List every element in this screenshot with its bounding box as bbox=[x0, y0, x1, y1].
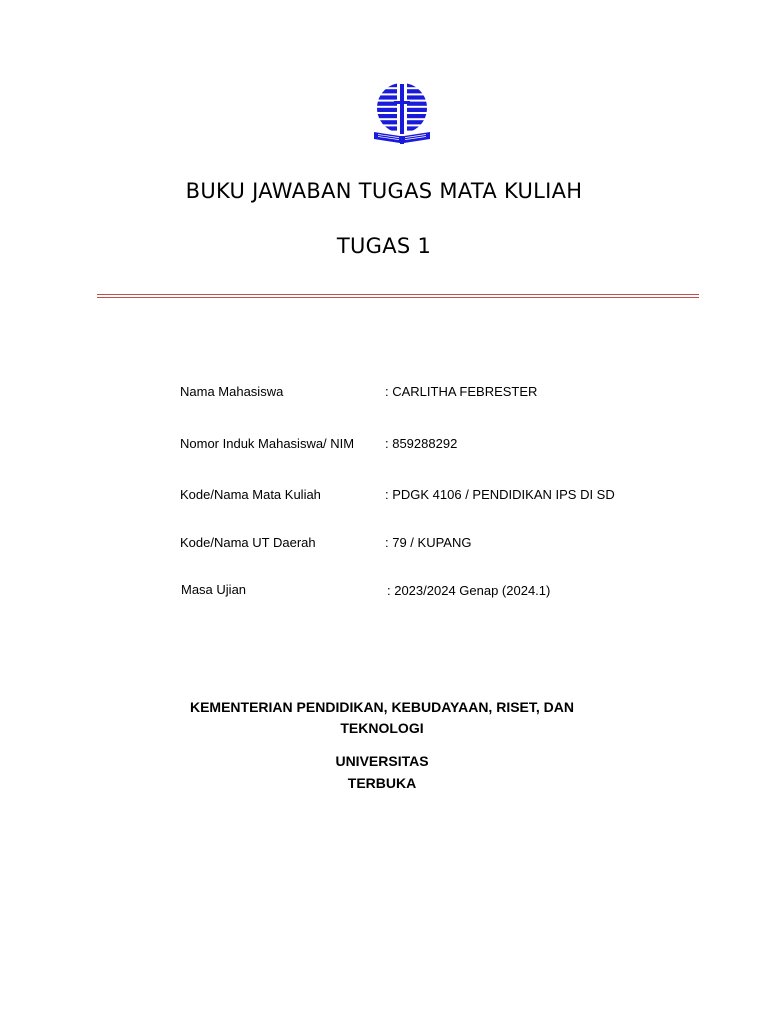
document-title: BUKU JAWABAN TUGAS MATA KULIAH bbox=[185, 179, 583, 203]
ministry-name: KEMENTERIAN PENDIDIKAN, KEBUDAYAAN, RISET, DAN TEKNOLOGI bbox=[189, 699, 574, 736]
info-value: : PDGK 4106 / PENDIDIKAN IPS DI SD bbox=[385, 487, 615, 502]
divider-line bbox=[97, 294, 699, 295]
university-logo-icon bbox=[370, 83, 434, 147]
info-row-nim bbox=[0, 436, 768, 456]
info-value: : CARLITHA FEBRESTER bbox=[385, 384, 538, 399]
university-name: UNIVERSITAS TERBUKA bbox=[335, 753, 429, 791]
info-row-exam-period bbox=[0, 582, 768, 602]
info-label: Masa Ujian bbox=[181, 582, 247, 597]
info-label: Nama Mahasiswa bbox=[180, 384, 284, 399]
info-label: Kode/Nama Mata Kuliah bbox=[180, 487, 321, 502]
info-label: Kode/Nama UT Daerah bbox=[180, 535, 316, 550]
info-label: Nomor Induk Mahasiswa/ NIM bbox=[180, 436, 355, 451]
info-row-region bbox=[0, 535, 768, 555]
assignment-number: TUGAS 1 bbox=[336, 234, 432, 258]
info-value: : 859288292 bbox=[385, 436, 458, 451]
info-value: : 2023/2024 Genap (2024.1) bbox=[387, 583, 551, 598]
divider-line bbox=[97, 297, 699, 298]
info-value: : 79 / KUPANG bbox=[385, 535, 472, 550]
info-row-student-name bbox=[0, 384, 768, 404]
info-row-course bbox=[0, 487, 768, 507]
